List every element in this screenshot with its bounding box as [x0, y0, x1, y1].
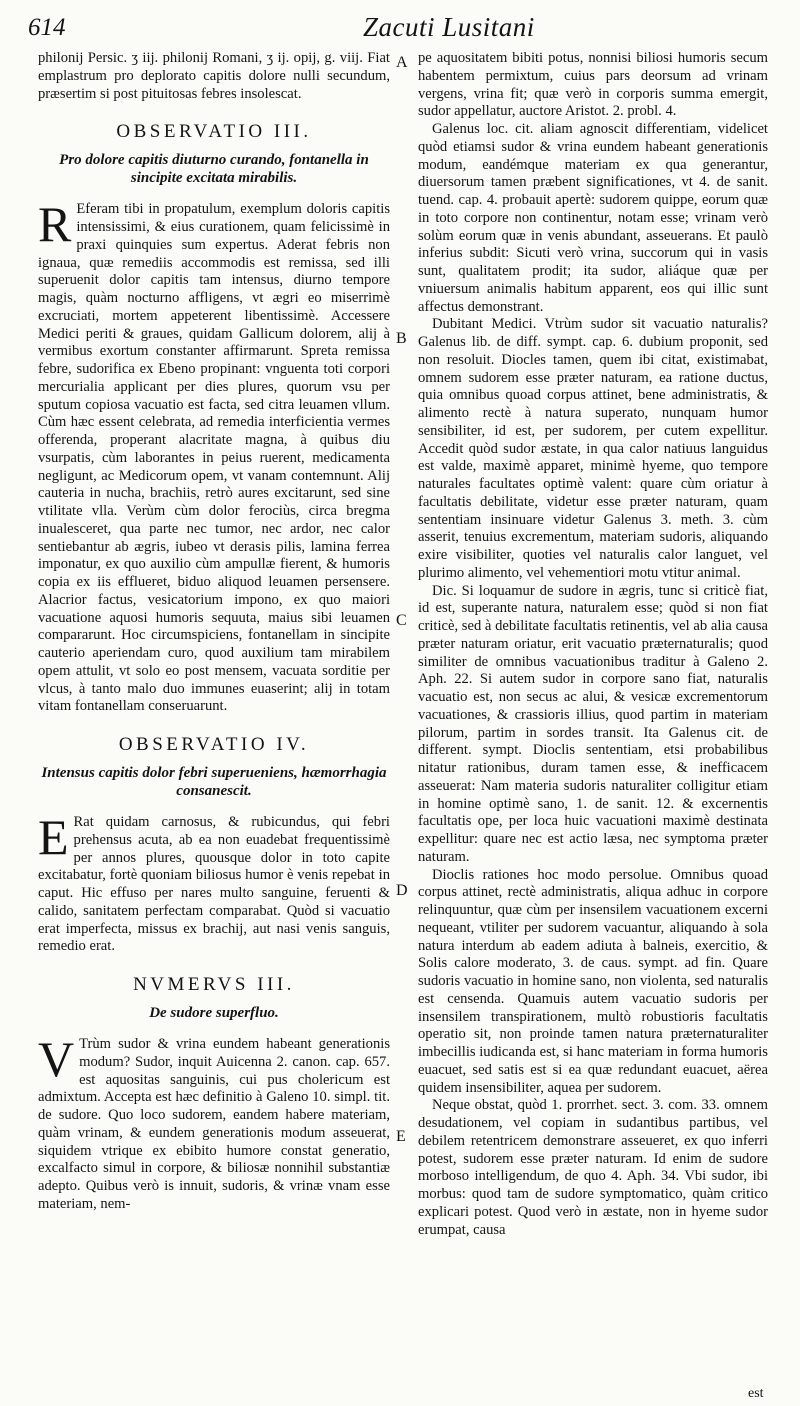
observation-4-title: OBSERVATIO IV. [118, 734, 310, 755]
margin-letter: D [396, 882, 408, 899]
observation-4-subtitle: Intensus capitis dolor febri superueniens, hæmorrhagia consanescit. [41, 765, 387, 799]
margin-letters [396, 0, 416, 1406]
numerus-3-subtitle: De sudore superfluo. [149, 1005, 279, 1021]
drop-cap: V [38, 1031, 75, 1087]
paragraph: Dioclis rationes hoc modo persolue. Omnibus quoad corpus attinet, rectè administratis, aliqua adhuc in corpore relinquuntur, quæ cùm per insensilem vacuationem excerni nequeant, vtiliter per sudorem vacuantur, aliquando à sola natura interdum ab eadem adiuta à balneis, exercitio, & Solis calore moderato, 3. de caus. sympt. ad fin. Quare sudoris vacuatio in homine sano, non violenta, sed naturalis est censenda. Quamuis autem vacuatio sudoris per insensilem transpirationem, multò robustioris facultatis operatio sit, non proinde tamen natura præternaturaliter imbecillis iudicanda est, si hanc materiam in forma humoris euacuet, sed satis est si ea quæ redundant euacuet, aërea quidem insensibiliter, aquea per sudorem. [418, 866, 768, 1096]
drop-cap: E [38, 809, 69, 865]
intro-paragraph: philonij Persic. ʒ iij. philonij Romani, ʒ ij. opij, g. viij. Fiat emplastrum pro deplorato capitis dolore nulli secundum, præsertim si post pituitosas febres insolescat. [38, 50, 390, 102]
paragraph: Dic. Si loquamur de sudore in ægris, tunc si criticè fiat, id est, superante natura, naturalem esse; quòd si non fiat criticè, sed à debilitate facultatis retinentis, vel ab alia causa præter naturam oriatur, erit vacuatio præternaturalis; quod similiter de omnibus vacuationibus traditur à Galeno 2. Aph. 22. Si autem sudor in corpore sano fiat, naturalis vacuatio est, non secus ac alui, & vesicæ excrementorum vacuationes, & crassioris illius, quod partim in materiam pilorum, partim in sordes transit. Ita Galenus cit. de different. sympt. Dioclis sententiam, etsi probabilibus nitatur rationibus, duram tamen esse, & inefficacem asseuerat: Nam materia sudoris naturaliter colligitur etiam in homine optimè sano, 1. de sanit. 12. & excernentis facultatis ope, per loca huic vacuationi maximè destinata expellitur: quare nec est actio læsa, nec symptoma præter naturam. [418, 582, 768, 865]
paragraph: Dubitant Medici. Vtrùm sudor sit vacuatio naturalis? Galenus lib. de diff. sympt. cap. 6. dubium proponit, sed non resoluit. Diocles tamen, quem ibi citat, existimabat, omnem sudorem esse præter naturam, ea ratione ductus, quia omnibus quoad corpus attinet, bene administratis, & alimento rectè à natura superato, nunquam humor sensibiliter, id est, per sudorem, per cutem expellitur. Accedit quòd sudor æstate, in qua calor natiuus languidus est valde, maximè apparet, minimè hyeme, quo tempore naturales facultates optimè valent: quare cùm oriatur à facultatis debilitate, videtur esse præter naturam, quam sententiam insinuare videtur Galenus 3. meth. 3. cùm asserit, tenuius excrementum, materiam sudoris, aliquando exire visibiliter, quoties vel naturalis calor languet, vel plurimo alimento, vel vehementiori motu vtitur animal. [418, 316, 768, 581]
observation-3-text: Eferam tibi in propatulum, exemplum doloris capitis intensissimi, & eius curationem, quam felicissimè in praxi quinquies sum expertus. Aderat febris non ignaua, quæ remediis accommodis est remissa, sed illi superuenit dolor capitis tam intensus, diurno tempore magis, quàm nocturno affligens, vt ægri eo miserrimè excruciati, mortem appeterent libentissimè. Accessere Medici periti & graues, quidam Gallicum dolorem, alij à vermibus exortum constanter affirmarunt. Spreta remissa febre, sudorifica ex Ebeno propinant: vnguenta toti corpori mercurialia applicant per dies plures, quorum vsu per sputum copiosa vacuatio est facta, sed citra leuamen vllum. Cùm hæc essent celebrata, ad remedia interficientia vermes offerenda, properant alacritate magna, à quibus diu vsurpatis, cùm laborantes in peius ruerent, medicamenta negligunt, ac Medicorum opem, vt vanam contemnunt. Alij cauteria in nucha, brachiis, retrò aures excitarunt, sed sine vtilitate vlla. Verùm cùm dolor ferociùs, circa bregma inualesceret, qua parte nec tumor, nec ardor, nec calor sentiebantur ab ægris, iubeo vt derasis pilis, lamina ferrea imponatur, ex quo auxilio cùm ampullæ fierent, & humoris copia ex iis efflueret, biduo aliquod leuamen persensere. Alacrior factus, vesicatorium impono, ex quo maiori vacuatione aquosi humoris sequuta, maius sibi leuamen compararunt. Hoc circumspiciens, fontanellam in sincipite cauterio aperiendam curo, quod auxilium tam mirabilem opem attulit, vt solo eo post mensem, vacuata sorditie per vlcus, à tanto malo duo immunes euaserint; alij in totam vitam fontanellam conseruarunt. [38, 201, 390, 715]
margin-letter: A [396, 54, 408, 71]
paragraph: Neque obstat, quòd 1. prorrhet. sect. 3. com. 33. omnem desudationem, vel copiam in sudantibus partibus, vel debilem retentricem demonstrare asseueret, ex quo inferri potest, sudorem esse præter naturam. Id enim de sudore morboso intelligendum, de quo 4. Aph. 34. Vbi sudor, ibi morbus: quod tam de sudore symptomatico, quàm critico explicari potest. Quod verò in æstate, non in hyeme sudor erumpat, causa [418, 1097, 768, 1238]
observation-4-text: Rat quidam carnosus, & rubicundus, qui febri prehensus acuta, ab ea non euadebat frequentissimè per annos plures, quousque dolor in toto capite excitabatur, fortè quoniam biliosus humor è venis repebat in caput. Hic effuso per nares multo sanguine, feruenti & calido, sanitatem perfectam comparabat. Quòd si vacuatio erat imperfecta, missus ex brachij, aut nasi venis sanguis, remedio erat. [38, 814, 390, 955]
catchword: est [748, 1386, 764, 1401]
running-title: Zacuti Lusitani [363, 12, 535, 42]
observation-3-body [38, 196, 390, 716]
right-column [418, 50, 768, 1239]
observation-3-title: OBSERVATIO III. [116, 121, 312, 143]
numerus-3-title: NVMERVS III. [133, 974, 295, 995]
observation-4-body [38, 809, 390, 956]
margin-letter: E [396, 1128, 406, 1145]
page-number: 614 [28, 14, 66, 41]
numerus-3-body [38, 1031, 390, 1214]
paragraph: pe aquositatem bibiti potus, nonnisi biliosi humoris secum habentem permixtum, cuius pars deorsum ad vrinam vergens, vrina fit; quæ verò in corporis summa emergit, sudor appellatur, auctore Aristot. 2. probl. 4. [418, 50, 768, 120]
margin-letter: B [396, 330, 407, 347]
observation-3-subtitle: Pro dolore capitis diuturno curando, fontanella in sincipite excitata mirabilis. [59, 152, 369, 187]
left-column [38, 50, 390, 1214]
paragraph: Galenus loc. cit. aliam agnoscit differentiam, videlicet quòd etiamsi sudor & vrina eundem habeant generationis modum, eandémque materiam ex qua generantur, diuersorum tamen præbent significationes, vt 4. de sanit. tuend. cap. 4. probauit apertè: sudorem quippe, eorum quæ in toto corpore non continentur, notam esse; vrinam verò solùm eorum quæ in venis abundant, asseuerans. Et paulò inferius subdit: Sicuti verò vrina, succorum qui in vasis sunt, qualitatem prodit; ita sudor, aliáque quæ per vniuersum animalis habitum apparent, eos qui illic sunt affectus demonstrant. [418, 121, 768, 315]
drop-cap: R [38, 196, 72, 253]
margin-letter: C [396, 612, 407, 629]
numerus-3-text: Trùm sudor & vrina eundem habeant generationis modum? Sudor, inquit Auicenna 2. canon. cap. 657. est aquositas sanguinis, cui pus cholericum est admixtum. Accepta est hæc definitio à Galeno 10. simpl. tit. de sudore. Quo loco sudorem, eandem habere materiam, quàm vrinam, & eundem generationis modum asseuerat, siquidem vtrique ex ebibito humore constat generatio, excalfacto simul in corpore, & biliosæ nonnihil substantiæ adepto. Quibus verò is innuit, sudoris, & vrinæ vnam esse materiam, nem- [38, 1036, 390, 1212]
